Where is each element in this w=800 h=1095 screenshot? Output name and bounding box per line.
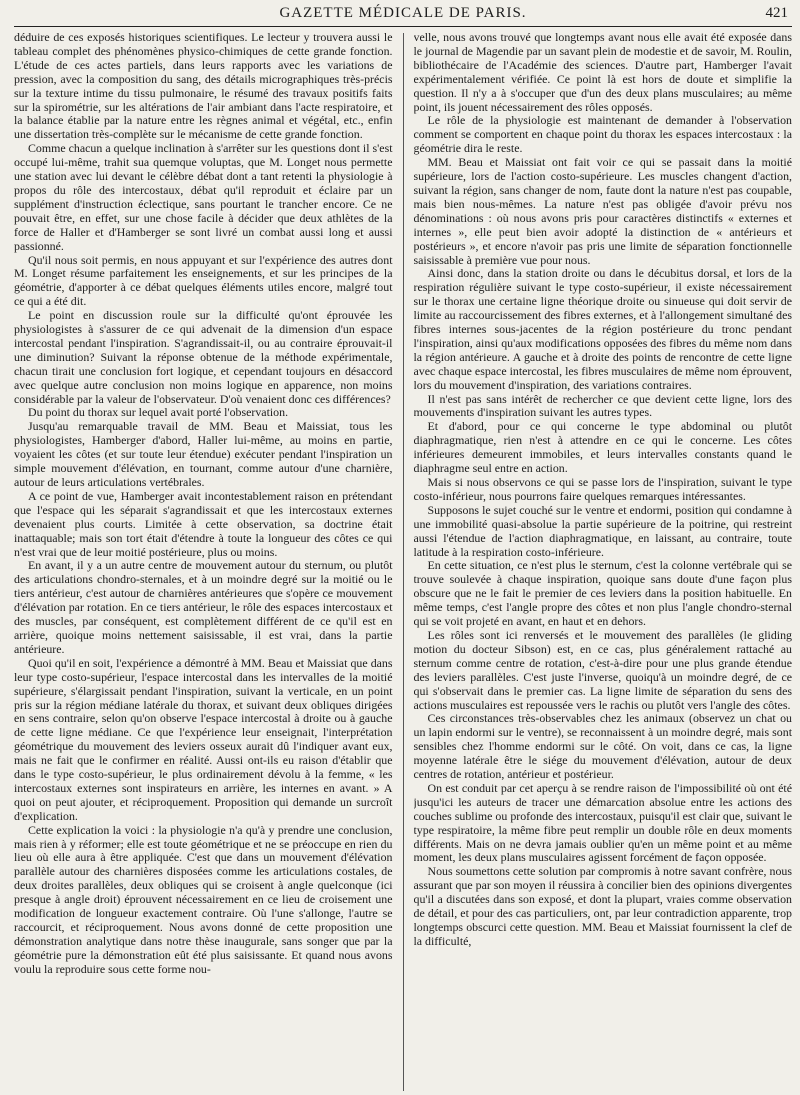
paragraph: déduire de ces exposés historiques scientifiques. Le lecteur y trouvera aussi le tableau complet des phénomènes physico-chimiques de cette grande fonction. L'étude de ces actes partiels, dans leurs rapports avec les variations de pression, avec la composition du sang, des détails micrographiques très-précis sur la texture intime du tissu pulmonaire, le résumé des travaux positifs faits sur la spirométrie, sur les altérations de l'air ambiant dans l'acte respiratoire, et la balance établie par la nature entre les règnes animal et végétal, etc., enfin une dissertation très-complète sur le mécanisme de cette grande fonction.: [14, 31, 393, 142]
paragraph: MM. Beau et Maissiat ont fait voir ce qui se passait dans la moitié supérieure, lors de l'action costo-supérieure. Les muscles changent d'action, suivant la région, sans changer de nom, faute dont la nature n'est pas coupable, mais bien nous-mêmes. La nature n'est pas obligée d'avoir prévu nos dénominations : où nous avons pris pour caractères distinctifs « externes et internes », elle peut bien avoir adopté la distinction de « antérieurs et postérieurs », et encore n'avoir pas pris une limite de séparation fonctionnelle saisissable à première vue pour nous.: [413, 155, 792, 267]
paragraph: Jusqu'au remarquable travail de MM. Beau et Maissiat, tous les physiologistes, Hamberger d'abord, Haller lui-même, au moins en partie, voyaient les côtes (et sur toute leur étendue) exécuter pendant l'inspiration un simple mouvement d'élévation, en tournant, comme autour d'une charnière, autour de leurs articulations vertébrales.: [14, 419, 393, 489]
paragraph: Ces circonstances très-observables chez les animaux (observez un chat ou un lapin endormi sur le ventre), se reconnaissent à un moindre degré, mais sont sensibles chez l'homme endormi sur le côté. On voit, dans ce cas, la ligne moyenne latérale être le siége du mouvement d'élévation, autour de deux centres de rotation, antérieur et postérieur.: [413, 711, 792, 782]
paragraph: Le rôle de la physiologie est maintenant de demander à l'observation comment se comportent en chaque point du thorax les espaces intercostaux : la géométrie dira le reste.: [413, 113, 792, 156]
paragraph: Supposons le sujet couché sur le ventre et endormi, position qui condamne à une immobilité quasi-absolue la partie supérieure de la poitrine, qui restreint aussi l'étendue de l'action diaphragmatique, en laissant, au contraire, toute latitude à la respiration costo-inférieure.: [413, 502, 792, 559]
paragraph: Qu'il nous soit permis, en nous appuyant et sur l'expérience des autres dont M. Longet résume parfaitement les enseignements, et sur les principes de la géométrie, d'apporter à ce débat quelques éléments utiles encore, malgré tout ce qui a été dit.: [14, 252, 393, 309]
paragraph: Il n'est pas sans intérêt de rechercher ce que devient cette ligne, lors des mouvements d'inspiration suivant les autres types.: [413, 391, 792, 420]
journal-title: GAZETTE MÉDICALE DE PARIS.: [279, 5, 527, 21]
paragraph: Les rôles sont ici renversés et le mouvement des parallèles (le gliding motion du docteur Sibson) est, en ce cas, plus généralement rattaché au sternum comme centre de rotation, c'est-à-dire pour une plus grande étendue des leviers parallèles. C'est juste l'inverse, quoiqu'à un moindre degré, de ce qui s'observait dans le premier cas. La ligne limite de séparation du sens des actions musculaires est repoussée vers le rachis ou plutôt vers l'angle des côtes.: [413, 627, 792, 712]
paragraph: Mais si nous observons ce qui se passe lors de l'inspiration, suivant le type costo-inférieur, nous pourrons faire quelques remarques intéressantes.: [413, 475, 792, 503]
paragraph: Comme chacun a quelque inclination à s'arrêter sur les questions dont il s'est occupé lui-même, trahit sua quemque voluptas, que M. Longet nous permette une station avec lui devant le célèbre débat dont a tant retenti la physiologie à propos du rôle des intercostaux, débat qu'il reproduit et éclaire par un supplément d'instruction éclectique, sans pourtant le trancher encore. Ce ne pouvait être, en effet, sur une chose facile à décider que deux athlètes de la force de Haller et d'Hamberger se sont livré un combat aussi long et aussi passionné.: [14, 141, 393, 253]
page-number: 421: [765, 5, 788, 21]
paragraph: A ce point de vue, Hamberger avait incontestablement raison en prétendant que l'espace qui les séparait s'agrandissait et que les intercostaux externes devenaient plus courts. Limitée à cette observation, sa doctrine était inattaquable; mais son tort était d'étendre à toute la longueur des côtes ce qui n'est vrai que de leur moitié postérieure, plus ou moins.: [14, 488, 393, 559]
left-column: [14, 31, 393, 1091]
page-header: [14, 4, 792, 27]
column-divider: [403, 33, 404, 1091]
paragraph: On est conduit par cet aperçu à se rendre raison de l'impossibilité où ont été jusqu'ici les auteurs de tracer une démarcation absolue entre les actions des couches sublime ou profonde des intercostaux, puisqu'il est clair que, suivant le type respiratoire, la même fibre peut remplir un double rôle en deux moments différents. Mais on ne devra jamais oublier qu'en un même point et au même moment, les deux plans musculaires agissent forcément de façon opposée.: [413, 780, 792, 865]
paragraph: En cette situation, ce n'est plus le sternum, c'est la colonne vertébrale qui se trouve soulevée à chaque inspiration, quoique sans doute d'une façon plus obscure que ne le fait le premier de ces leviers dans la position habituelle. En même temps, c'est l'angle propre des côtes et non plus l'angle chondro-sternal qui se voit projeté en avant, en haut et en dehors.: [413, 558, 792, 629]
text-columns: [14, 31, 792, 1091]
right-column: [414, 31, 793, 1091]
paragraph: velle, nous avons trouvé que longtemps avant nous elle avait été exposée dans le journal de Magendie par un savant plein de modestie et de savoir, M. Roulin, bibliothécaire de l'Académie des sciences. D'autre part, Hamberger l'avait expérimentalement vérifiée. Ce point là est hors de doute et simplifie la question. Il n'y a à s'occuper que d'un des deux plans musculaires; au même point, ils jouent nécessairement des rôles opposés.: [413, 31, 792, 114]
paragraph: Quoi qu'il en soit, l'expérience a démontré à MM. Beau et Maissiat que dans leur type costo-supérieur, l'espace intercostal dans les intervalles de la moitié supérieure, s'élargissait pendant l'inspiration, suivant la verticale, en un point pris sur la région médiane latérale du thorax, et suivant deux obliques dirigées en sens contraire, selon qu'on observe l'espace intercostal à droite ou à gauche de cette ligne médiane. Ce que l'expérience leur enseignait, l'interprétation géométrique du mouvement des leviers osseux aurait dû l'indiquer avant eux, mais ne fait que le confirmer en réalité. Aussi ont-ils eu raison d'établir que dans le type costo-supérieur, le plus ordinairement dévolu à la femme, « les intercostaux externes sont inspirateurs en arrière, les internes en avant. » A quoi on peut ajouter, et réciproquement. Proposition qui demande un surcroît d'explication.: [14, 655, 393, 823]
paragraph: Et d'abord, pour ce qui concerne le type abdominal ou plutôt diaphragmatique, rien n'est à attendre en ce qui le concerne. Les côtes inférieures demeurent immobiles, et leurs intervalles constants quand le diaphragme seul entre en action.: [413, 419, 792, 476]
paragraph: Du point du thorax sur lequel avait porté l'observation.: [28, 405, 289, 420]
paragraph: Cette explication la voici : la physiologie n'a qu'à y prendre une conclusion, mais rien à y réformer; elle est toute géométrique et ne se préoccupe en rien du lieu où elle aura à être appliquée. C'est que dans un mouvement d'élévation parallèle autour des charnières disposées comme les articulations costales, de deux droites parallèles, deux obliques qui se croisent à angle quelconque (ici presque à angle droit) éprouvent nécessairement en ce lieu de croisement une modification de longueur exactement contraire. Où l'une s'allonge, l'autre se raccourcit, et réciproquement. Nous avons donné de cette proposition une démonstration analytique dans notre thèse inaugurale, sans songer que par la géométrie pure la démonstration eût été plus saisissante. Et quand nous avons voulu la reproduire sous cette forme nou-: [14, 822, 393, 976]
paragraph: Nous soumettons cette solution par compromis à notre savant confrère, nous assurant que par son moyen il réussira à concilier bien des opinions divergentes qu'il a discutées dans son exposé, et dont la plupart, vraies comme observation de détail, et pour des cas particuliers, ont, par leur contradiction apparente, trop longtemps obscurci cette question. MM. Beau et Maissiat fournissent la clef de la difficulté,: [413, 864, 792, 948]
paragraph: En avant, il y a un autre centre de mouvement autour du sternum, ou plutôt des articulations chondro-sternales, et à un moindre degré sur la moitié ou le tiers antérieur, c'est autour de charnières antérieures que s'opère ce mouvement d'élévation par rotation. En ce tiers antérieur, le rôle des espaces intercostaux et des muscles, par conséquent, est complètement différent de ce qu'il est en arrière, quoique moins nettement saisissable, il est vrai, dans la partie antérieure.: [14, 558, 393, 656]
paragraph: Ainsi donc, dans la station droite ou dans le décubitus dorsal, et lors de la respiration régulière suivant le type costo-supérieur, il existe nécessairement sur le thorax une certaine ligne théorique droite ou sinueuse qui doit servir de limite au raccourcissement des fibres externes, et à l'allongement simultané des fibres internes sous-jacentes de la région postérieure du tronc pendant l'inspiration, ainsi qu'aux modifications opposées des fibres du même nom dans la région antérieure. A gauche et à droite des points de rencontre de cette ligne avec chaque espace intercostal, les fibres musculaires de même nom éprouvent, lors du mouvement d'inspiration, des variations contraires.: [413, 266, 792, 392]
paragraph: Le point en discussion roule sur la difficulté qu'ont éprouvée les physiologistes à s'assurer de ce qui advenait de la dimension d'un espace intercostal pendant l'inspiration. S'agrandissait-il, ou au contraire éprouvait-il une diminution? Suivant la réponse obtenue de la méthode expérimentale, chacun tirait une conclusion fort logique, et cependant toujours en désaccord avec quelque autre conclusion non moins logique en apparence, non moins considérable par la valeur de l'observateur. D'où venaient donc ces différences?: [14, 308, 393, 406]
